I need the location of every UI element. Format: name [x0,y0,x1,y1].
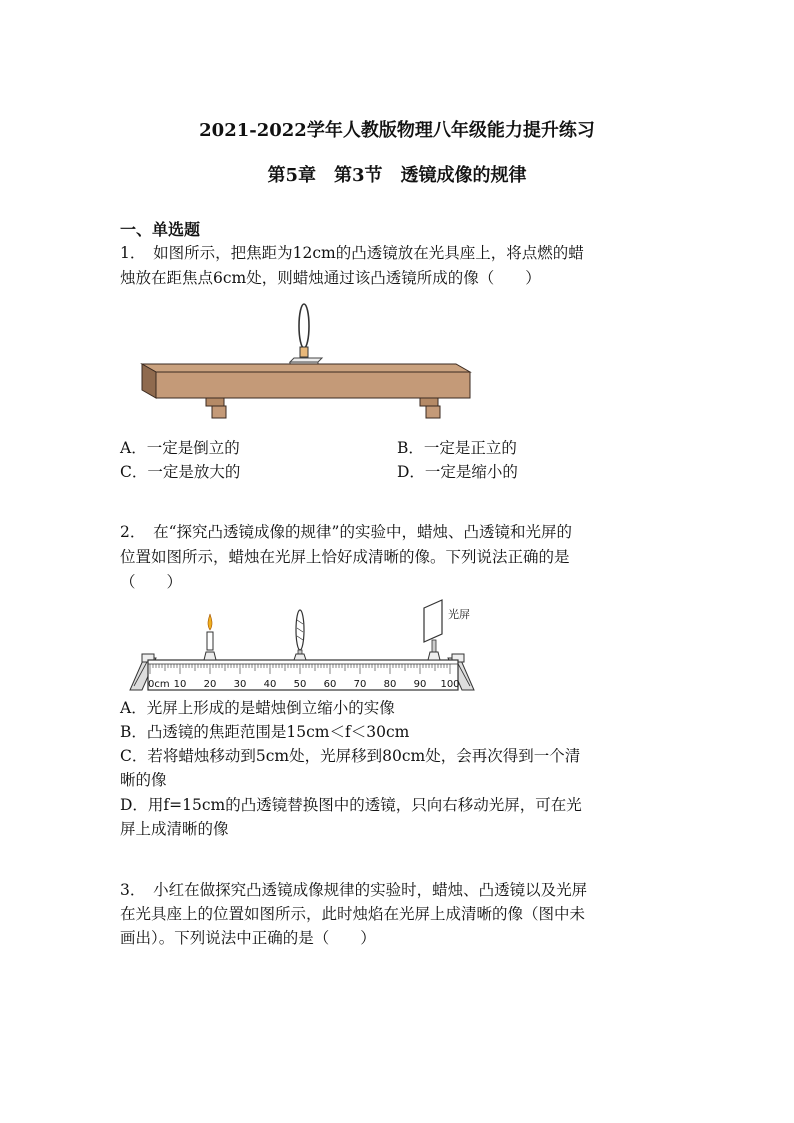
q1-bench-leg-left [206,398,224,406]
q2-ruler-label: 40 [263,679,277,690]
q2-optical-bench-figure [122,596,482,696]
q2-ruler-label: 60 [323,679,337,690]
q2-ruler-label: 10 [173,679,187,690]
q1-bench-front [156,372,470,398]
q1-option-b[interactable]: B．一定是正立的 [397,439,517,457]
q2-line-3: （ ） [120,573,183,591]
page-subtitle: 第5章 第3节 透镜成像的规律 [267,165,527,186]
q3-line-3: 画出）。下列说法中正确的是（ ） [120,929,376,947]
q2-option-c-line-2: 晰的像 [120,771,167,789]
q1-slider [290,358,322,362]
q1-lens [299,304,309,348]
q1-lens-stem [300,347,308,357]
q2-ruler-label: 30 [233,679,247,690]
page-title: 2021-2022学年人教版物理八年级能力提升练习 [199,120,595,141]
q2-option-d-line-1[interactable]: D．用f=15cm的凸透镜替换图中的透镜，只向右移动光屏，可在光 [120,796,582,814]
q2-candle [204,614,216,660]
q2-ruler-label: 0cm [148,679,170,690]
q1-optical-bench-figure [138,300,478,422]
q1-bench-leg-right [420,398,438,406]
q2-lens [294,610,306,660]
q2-option-d-line-2: 屏上成清晰的像 [120,820,229,838]
section-heading: 一、单选题 [120,220,201,239]
q2-ruler-label: 100 [440,679,460,690]
q2-ruler-label: 50 [293,679,307,690]
q2-ruler-label: 20 [203,679,217,690]
q2-ruler-label: 90 [413,679,427,690]
q2-line-2: 位置如图所示，蜡烛在光屏上恰好成清晰的像。下列说法正确的是 [120,548,570,566]
q2-option-c-line-1[interactable]: C．若将蜡烛移动到5cm处，光屏移到80cm处，会再次得到一个清 [120,747,581,765]
q3-line-2: 在光具座上的位置如图所示，此时烛焰在光屏上成清晰的像（图中未 [120,905,586,923]
q2-screen-label: 光屏 [448,608,470,621]
q3-line-1: 3． 小红在做探究凸透镜成像规律的实验时，蜡烛、凸透镜以及光屏 [120,881,588,899]
q1-line-2: 烛放在距焦点6cm处，则蜡烛通过该凸透镜所成的像（ ） [120,269,541,287]
q2-option-a[interactable]: A．光屏上形成的是蜡烛倒立缩小的实像 [120,699,395,717]
q2-ruler-label: 70 [353,679,367,690]
q1-option-c[interactable]: C．一定是放大的 [120,463,241,481]
q2-screen [424,600,442,660]
q2-option-b[interactable]: B．凸透镜的焦距范围是15cm＜f＜30cm [120,723,410,741]
q1-line-1: 1． 如图所示，把焦距为12cm的凸透镜放在光具座上，将点燃的蜡 [120,244,584,262]
q1-option-d[interactable]: D．一定是缩小的 [397,463,518,481]
q2-line-1: 2． 在“探究凸透镜成像的规律”的实验中，蜡烛、凸透镜和光屏的 [120,523,572,541]
q1-option-a[interactable]: A．一定是倒立的 [120,439,240,457]
q1-bench-top [142,364,470,372]
q2-ruler-label: 80 [383,679,397,690]
